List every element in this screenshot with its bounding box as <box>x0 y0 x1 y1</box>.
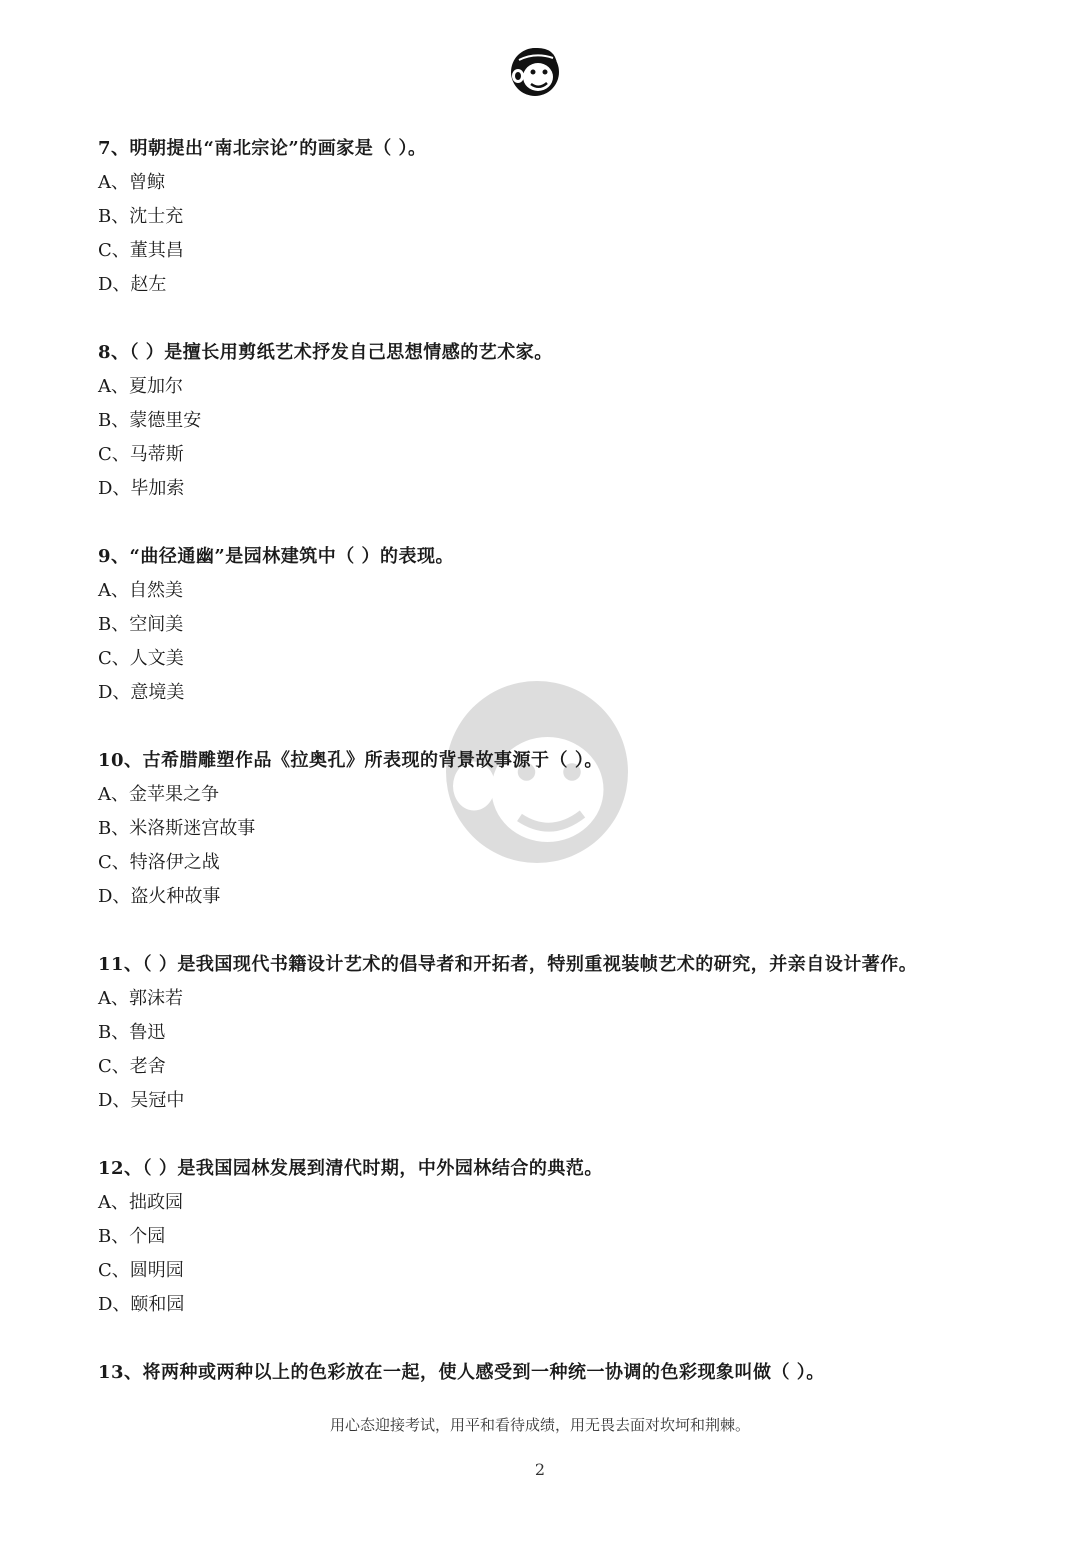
question-item <box>98 744 998 948</box>
option-c: C、老舍 <box>98 1056 166 1077</box>
option-a: A、夏加尔 <box>98 376 183 397</box>
question-stem: 10、古希腊雕塑作品《拉奥孔》所表现的背景故事源于（ ）。 <box>98 750 603 771</box>
option-d: D、颐和园 <box>98 1294 185 1315</box>
question-stem: 8、（ ）是擅长用剪纸艺术抒发自己思想情感的艺术家。 <box>98 342 553 363</box>
option-b: B、鲁迅 <box>98 1022 166 1043</box>
option-c: C、人文美 <box>98 648 184 669</box>
question-item <box>98 1356 998 1560</box>
option-d: D、吴冠中 <box>98 1090 185 1111</box>
option-a: A、拙政园 <box>98 1192 183 1213</box>
option-d: D、赵左 <box>98 274 167 295</box>
footer-motto: 用心态迎接考试，用平和看待成绩，用无畏去面对坎坷和荆棘。 <box>329 1416 750 1434</box>
question-stem: 11、（ ）是我国现代书籍设计艺术的倡导者和开拓者，特别重视装帧艺术的研究，并亲自设计著作。 <box>98 954 918 975</box>
option-a: A、曾鲸 <box>98 172 165 193</box>
question-stem: 7、明朝提出“南北宗论”的画家是（ ）。 <box>98 138 427 159</box>
option-d: D、意境美 <box>98 682 185 703</box>
question-list <box>98 132 998 1560</box>
option-b: B、个园 <box>98 1226 166 1247</box>
question-item <box>98 1152 998 1356</box>
question-item <box>98 132 998 336</box>
option-a: A、自然美 <box>98 580 183 601</box>
option-b: B、沈士充 <box>98 206 184 227</box>
option-b: B、蒙德里安 <box>98 410 202 431</box>
question-stem: 9、“曲径通幽”是园林建筑中（ ）的表现。 <box>98 546 454 567</box>
option-a: A、金苹果之争 <box>98 784 219 805</box>
question-stem: 13、将两种或两种以上的色彩放在一起，使人感受到一种统一协调的色彩现象叫做（ ）。 <box>98 1362 825 1383</box>
option-c: C、圆明园 <box>98 1260 184 1281</box>
option-a: A、郭沫若 <box>98 988 183 1009</box>
option-d: D、毕加索 <box>98 478 185 499</box>
question-item <box>98 336 998 540</box>
option-b: B、空间美 <box>98 614 184 635</box>
option-c: C、特洛伊之战 <box>98 852 220 873</box>
option-d: D、盗火种故事 <box>98 886 221 907</box>
option-c: C、马蒂斯 <box>98 444 184 465</box>
monkey-mascot-icon <box>505 40 565 100</box>
option-c: C、董其昌 <box>98 240 184 261</box>
question-stem: 12、（ ）是我国园林发展到清代时期，中外园林结合的典范。 <box>98 1158 603 1179</box>
question-item <box>98 948 998 1152</box>
question-item <box>98 540 998 744</box>
option-b: B、米洛斯迷宫故事 <box>98 818 256 839</box>
page-number: 2 <box>534 1460 546 1479</box>
